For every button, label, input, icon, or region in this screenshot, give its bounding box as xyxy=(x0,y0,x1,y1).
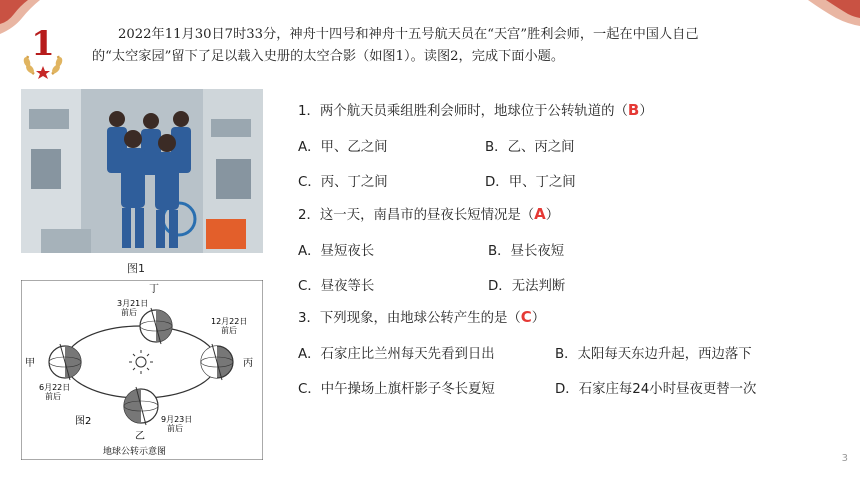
label-yi: 乙 xyxy=(135,431,145,442)
question-1-text: 1．两个航天员乘组胜利会师时，地球位于公转轨道的（ xyxy=(298,104,628,119)
label-sep23-note: 前后 xyxy=(167,424,183,433)
question-2-stem xyxy=(298,204,559,223)
label-jun22: 6月22日 xyxy=(39,383,71,392)
question-2-text: 2．这一天，南昌市的昼夜长短情况是（ xyxy=(298,208,535,223)
q1-option-d: D．甲、丁之间 xyxy=(485,175,576,190)
question-3-close: ） xyxy=(531,311,546,326)
q1-option-a: A．甲、乙之间 xyxy=(298,140,388,155)
badge-number: 1 xyxy=(31,24,55,64)
question-2-answer: A xyxy=(534,205,546,223)
label-mar21: 3月21日 xyxy=(117,299,149,308)
q3-option-a: A．石家庄比兰州每天先看到日出 xyxy=(298,347,495,362)
label-bing: 丙 xyxy=(243,358,253,369)
question-2-close: ） xyxy=(545,208,560,223)
question-number-badge xyxy=(14,22,72,80)
question-3-stem xyxy=(298,307,545,326)
q3-option-d: D．石家庄每24小时昼夜更替一次 xyxy=(555,382,757,397)
astronaut-photo xyxy=(21,89,263,253)
label-dec22: 12月22日 xyxy=(211,317,248,326)
intro-line-1: 2022年11月30日7时33分，神舟十四号和神舟十五号航天员在“天宫”胜利会师，一起在中国人自己 xyxy=(118,27,699,42)
intro-line-2: 的“太空家园”留下了足以载入史册的太空合影（如图1）。读图2，完成下面小题。 xyxy=(92,49,565,64)
figure2-caption: 地球公转示意图 xyxy=(103,447,167,457)
question-3-answer: C xyxy=(520,308,532,326)
label-jun22-note: 前后 xyxy=(45,392,61,401)
question-1-answer: B xyxy=(627,101,640,119)
earth-orbit-diagram xyxy=(21,280,263,460)
q3-option-c: C．中午操场上旗杆影子冬长夏短 xyxy=(298,382,495,397)
question-1-close: ） xyxy=(639,104,653,119)
q2-option-a: A．昼短夜长 xyxy=(298,244,375,259)
q1-option-b: B．乙、丙之间 xyxy=(485,140,575,155)
q2-option-c: C．昼夜等长 xyxy=(298,279,375,294)
question-3-text: 3．下列现象，由地球公转产生的是（ xyxy=(298,311,521,326)
intro-paragraph xyxy=(92,24,832,68)
label-dec22-note: 前后 xyxy=(221,326,237,335)
page-number: 3 xyxy=(841,453,848,464)
q1-option-c: C．丙、丁之间 xyxy=(298,175,388,190)
label-mar21-note: 前后 xyxy=(121,308,137,317)
q2-option-d: D．无法判断 xyxy=(488,279,566,294)
label-sep23: 9月23日 xyxy=(161,415,193,424)
label-jia: 甲 xyxy=(25,358,35,369)
q2-option-b: B．昼长夜短 xyxy=(488,244,565,259)
label-ding: 丁 xyxy=(149,284,159,295)
figure2-label: 图2 xyxy=(75,416,92,427)
figure1-caption: 图1 xyxy=(127,262,145,275)
question-1-stem xyxy=(298,100,653,119)
q3-option-b: B．太阳每天东边升起，西边落下 xyxy=(555,347,752,362)
